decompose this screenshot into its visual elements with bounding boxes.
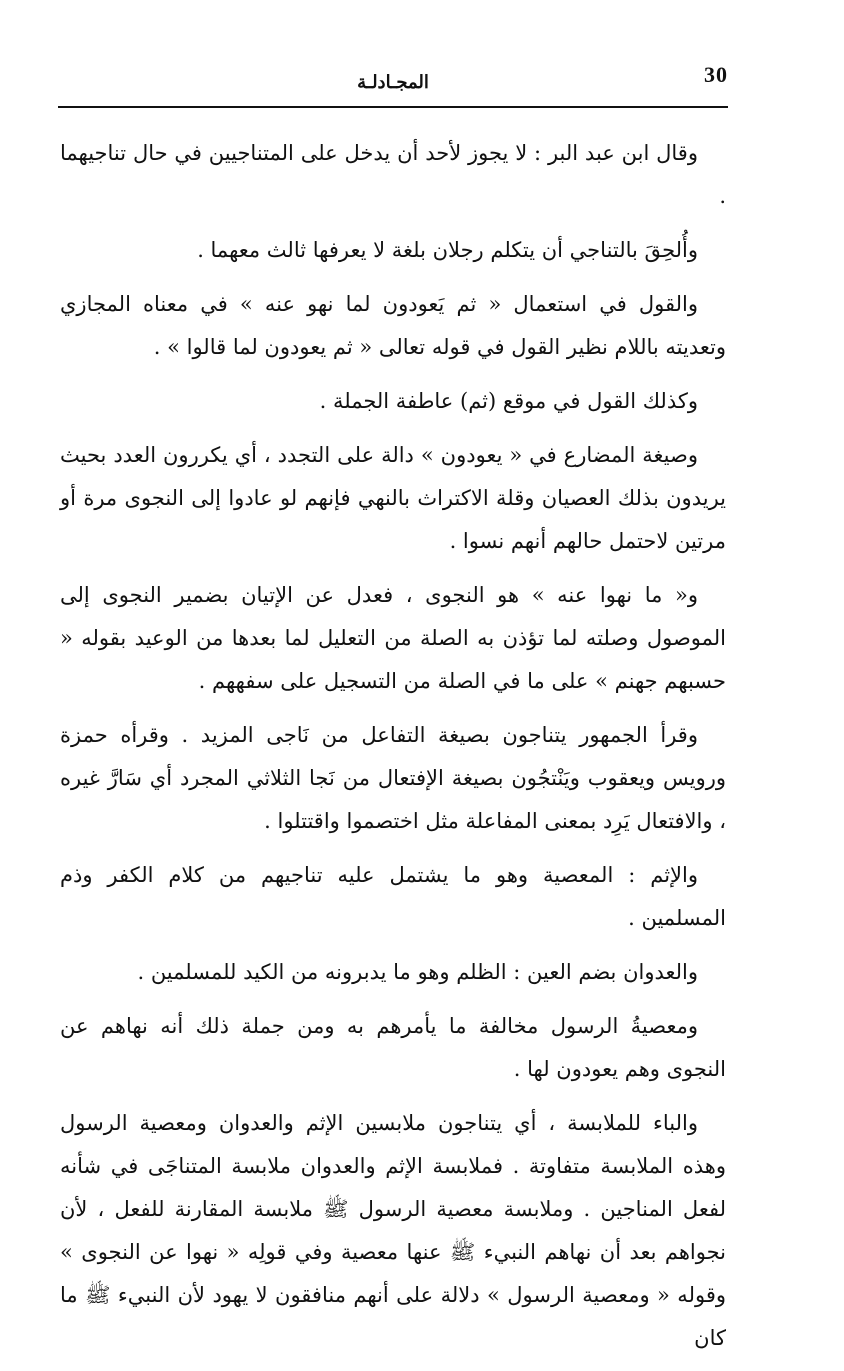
paragraph: وقرأ الجمهور يتناجون بصيغة التفاعل من نَاجى المزيد . وقرأه حمزة ورويس ويعقوب ويَنْتجُون بصيغة الإفتعال من نَجا الثلاثي المجرد أي سَارَّ غيره ، والافتعال يَرِد بمعنى المفاعلة مثل اختصموا واقتتلوا . <box>60 723 726 833</box>
paragraph: ومعصيةُ الرسول مخالفة ما يأمرهم به ومن جملة ذلك أنه نهاهم عن النجوى وهم يعودون لها . <box>60 1014 726 1081</box>
paragraph: والعدوان بضم العين : الظلم وهو ما يدبرونه من الكيد للمسلمين . <box>137 960 698 984</box>
paragraph: وكذلك القول في موقع (ثم) عاطفة الجملة . <box>319 389 698 413</box>
paragraph: والإثم : المعصية وهو ما يشتمل عليه تناجيهم من كلام الكفر وذم المسلمين . <box>60 863 726 930</box>
paragraph: وقال ابن عبد البر : لا يجوز لأحد أن يدخل على المتناجيين في حال تناجيهما . <box>60 141 726 208</box>
paragraph: والباء للملابسة ، أي يتناجون ملابسين الإثم والعدوان ومعصية الرسول وهذه الملابسة متفاوتة . فملابسة الإثم والعدوان ملابسة المتناجَى في شأنه لفعل المناجين . وملابسة معصية الرسول ﷺ ملابسة المقارنة للفعل ، لأن نجواهم بعد أن نهاهم النبيء ﷺ عنها معصية وفي قولِه « نهوا عن النجوى » وقوله « ومعصية الرسول » دلالة على أنهم منافقون لا يهود لأن النبيء ﷺ ما كان <box>60 1111 726 1350</box>
page-header <box>58 58 728 98</box>
header-divider <box>58 106 728 108</box>
running-title: المجـادلـة <box>357 72 429 93</box>
paragraph: وصيغة المضارع في « يعودون » دالة على التجدد ، أي يكررون العدد بحيث يريدون بذلك العصيان وقلة الاكتراث بالنهي فإنهم لو عادوا إلى النجوى مرة أو مرتين لاحتمل حالهم أنهم نسوا . <box>60 443 726 553</box>
paragraph: و« ما نهوا عنه » هو النجوى ، فعدل عن الإتيان بضمير النجوى إلى الموصول وصلته لما تؤذن به الصلة من التعليل لما بعدها من الوعيد بقوله « حسبهم جهنم » على ما في الصلة من التسجيل على سفههم . <box>60 583 726 693</box>
page-number: 30 <box>704 62 728 87</box>
body-text <box>60 132 726 1360</box>
paragraph: والقول في استعمال « ثم يَعودون لما نهو عنه » في معناه المجازي وتعديته باللام نظير القول في قوله تعالى « ثم يعودون لما قالوا » . <box>60 292 726 359</box>
paragraph: وأُلحِقَ بالتناجي أن يتكلم رجلان بلغة لا يعرفها ثالث معهما . <box>197 238 698 262</box>
